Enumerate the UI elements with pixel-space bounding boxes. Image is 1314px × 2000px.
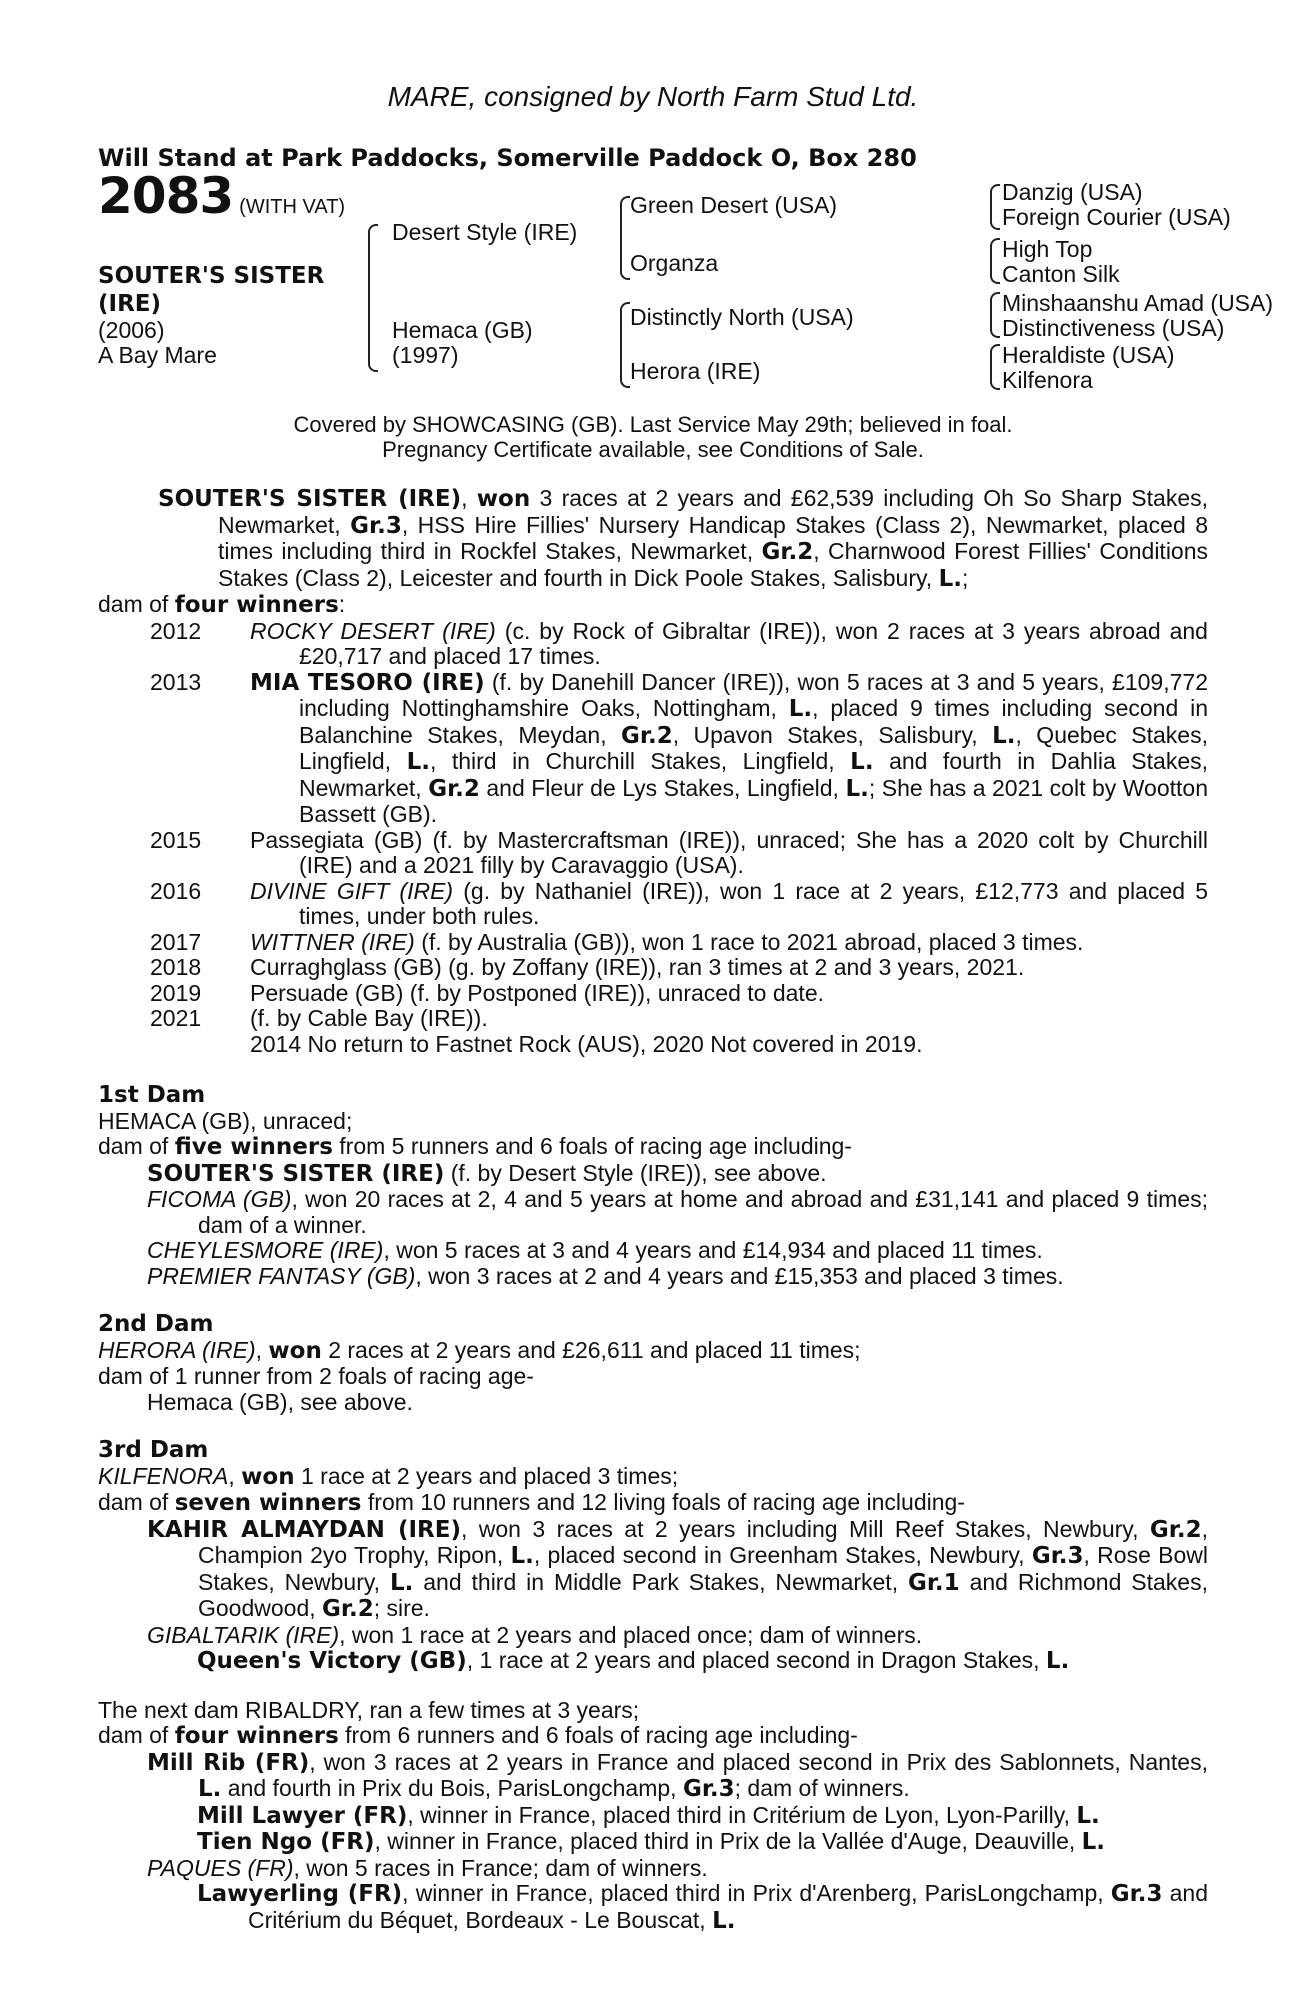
next-dam-produce-line	[98, 1723, 1208, 1750]
next-dam-subentry	[98, 1881, 1208, 1934]
progeny-year: 2012	[150, 617, 202, 644]
progeny-year: 2016	[150, 877, 202, 904]
first-dam-entry	[98, 1264, 1208, 1290]
entry-name: Tien Ngo (FR)	[197, 1829, 375, 1855]
progeny-text: Passegiata (GB) (f. by Mastercraftsman (IRE)), unraced; She has a 2020 colt by Churchill (IRE) and a 2021 filly by Caravaggio (USA).	[250, 826, 1208, 878]
horse-name: SOUTER'S SISTER	[98, 263, 325, 289]
listed-mark: L.	[712, 1907, 736, 1934]
brace-ss	[990, 184, 1000, 230]
lot-number: 2083	[98, 167, 234, 225]
entry-text: , won 1 race at 2 years and placed once; dam of winners.	[339, 1621, 923, 1648]
entry-text: , won 20 races at 2, 4 and 5 years at home and abroad and £31,141 and placed 9 times; dam of a winner.	[198, 1186, 1209, 1238]
dam-name: HERORA (IRE)	[98, 1336, 256, 1363]
progeny-row	[98, 879, 1208, 930]
dam-year: (1997)	[392, 342, 459, 368]
entry-name: PREMIER FANTASY (GB)	[147, 1262, 416, 1289]
progeny-year: 2019	[150, 979, 202, 1006]
progeny-note: 2014 No return to Fastnet Rock (AUS), 2020 Not covered in 2019.	[250, 1030, 923, 1057]
grade-mark: Gr.3	[682, 1776, 735, 1802]
progeny-details: and fourth in Dahlia Stakes, Newmarket,	[299, 748, 1209, 801]
progeny-details: (g. by Nathaniel (IRE)), won 1 race at 2 years, £12,773 and placed 5 times, under both rules.	[299, 877, 1208, 929]
progeny-row	[98, 1006, 1208, 1032]
grade-mark: Gr.2	[621, 722, 673, 749]
intro-text-3: , Charnwood Forest Fillies' Conditions Stakes (Class 2), Leicester and fourth in Dick Poole Stakes, Salisbury,	[218, 538, 1209, 591]
first-dam-entry	[98, 1161, 1208, 1188]
dam-of-line	[98, 592, 1208, 619]
gg-sdd: Canton Silk	[1002, 261, 1120, 287]
catalogue-body	[98, 486, 1208, 1934]
dam-name: Hemaca (GB)	[392, 317, 533, 343]
sire-sire: Green Desert (USA)	[630, 192, 838, 218]
covering-line: Covered by SHOWCASING (GB). Last Service May 29th; believed in foal.	[293, 412, 1013, 437]
gg-dsd: Distinctiveness (USA)	[1002, 315, 1225, 341]
first-dam-heading: 1st Dam	[98, 1082, 206, 1108]
entry-text: , 1 race at 2 years and placed second in Dragon Stakes,	[466, 1647, 1046, 1673]
progeny-details: (f. by Danehill Dancer (IRE)), won 5 races at 3 and 5 years, £109,772 including Nottinghamshire Oaks, Nottingham,	[299, 668, 1208, 721]
entry-name: Mill Rib (FR)	[147, 1749, 310, 1776]
won-label: won	[268, 1337, 322, 1364]
second-dam-produce-line: dam of 1 runner from 2 foals of racing age-	[98, 1363, 534, 1389]
listed-mark: L.	[1045, 1648, 1070, 1674]
second-dam-line: HERORA (IRE), won 2 races at 2 years and £26,611 and placed 11 times;	[98, 1336, 861, 1364]
listed-mark: L.	[1081, 1829, 1106, 1855]
horse-year: (2006)	[98, 317, 165, 343]
entry-text: , winner in France, placed third in Prix d'Arenberg, ParisLongchamp,	[402, 1880, 1111, 1906]
entry-text: , won 5 races at 3 and 4 years and £14,934 and placed 11 times.	[383, 1237, 1043, 1263]
gg-sss: Danzig (USA)	[1002, 179, 1143, 205]
next-dam-entry	[98, 1856, 1208, 1882]
grade-mark: Gr.1	[907, 1569, 960, 1596]
first-dam-entry	[98, 1187, 1208, 1238]
entry-name: KAHIR ALMAYDAN (IRE)	[147, 1516, 461, 1543]
progeny-row	[98, 1032, 1208, 1058]
progeny-text: Curraghglass (GB) (g. by Zoffany (IRE)), ran 3 times at 2 and 3 years, 2021.	[250, 954, 1025, 980]
progeny-year: 2021	[150, 1005, 202, 1031]
third-dam-entry	[98, 1623, 1208, 1649]
progeny-year: 2018	[150, 954, 202, 980]
colon: :	[338, 591, 346, 617]
entry-text: , Rose Bowl Stakes, Newbury,	[198, 1542, 1208, 1595]
entry-text: and fourth in Prix du Bois, ParisLongchamp,	[221, 1775, 683, 1801]
progeny-row	[98, 828, 1208, 879]
progeny-name: DIVINE GIFT (IRE)	[250, 877, 454, 904]
produce-summary: from 5 runners and 6 foals of racing age including-	[332, 1133, 852, 1159]
progeny-row	[98, 930, 1208, 956]
progeny-row	[98, 670, 1208, 828]
gg-ssd: Foreign Courier (USA)	[1002, 204, 1231, 230]
entry-text: ; sire.	[373, 1595, 430, 1621]
third-dam-line: KILFENORA, won 1 race at 2 years and placed 3 times;	[98, 1462, 679, 1490]
first-dam-produce-line	[98, 1134, 1208, 1161]
pregnancy-line: Pregnancy Certificate available, see Conditions of Sale.	[382, 437, 924, 462]
progeny-name: ROCKY DESERT (IRE)	[250, 617, 496, 644]
progeny-list	[98, 619, 1208, 1058]
entry-name: FICOMA (GB)	[147, 1186, 292, 1212]
second-dam-entry: Hemaca (GB), see above.	[147, 1388, 413, 1415]
entry-text: ; dam of winners.	[734, 1775, 910, 1801]
brace-sd	[990, 238, 1000, 284]
dam-sire: Distinctly North (USA)	[630, 304, 854, 330]
winners-count: four winners	[174, 1723, 339, 1749]
won-label: won	[476, 486, 531, 512]
entry-text: and Richmond Stakes, Goodwood,	[198, 1568, 1208, 1621]
brace-dd	[990, 344, 1000, 390]
won-label: won	[241, 1463, 295, 1490]
brace-sire	[620, 196, 630, 280]
intro-text-4: ;	[961, 564, 969, 591]
entry-text: and third in Middle Park Stakes, Newmarket,	[413, 1568, 908, 1595]
progeny-row	[98, 981, 1208, 1007]
entry-name: Lawyerling (FR)	[197, 1881, 403, 1907]
horse-description: A Bay Mare	[98, 342, 217, 368]
listed-mark: L.	[1076, 1802, 1100, 1829]
stand-location: Will Stand at Park Paddocks, Somerville Paddock O, Box 280	[98, 144, 917, 172]
listed-mark: L.	[510, 1543, 534, 1569]
grade-mark: Gr.2	[761, 539, 814, 565]
progeny-year: 2015	[150, 826, 202, 853]
progeny-details: (f. by Australia (GB)), won 1 race to 2021 abroad, placed 3 times.	[414, 928, 1084, 955]
grade-mark: Gr.2	[1149, 1516, 1202, 1543]
listed-mark: L.	[992, 722, 1016, 749]
progeny-year	[98, 1032, 250, 1058]
progeny-text	[250, 619, 1208, 670]
progeny-name: WITTNER (IRE)	[250, 928, 415, 955]
dam-record: 2 races at 2 years and £26,611 and placed 11 times;	[321, 1336, 861, 1363]
listed-mark: L.	[845, 775, 869, 802]
progeny-text	[250, 930, 1208, 956]
produce-summary: from 6 runners and 6 foals of racing age including-	[338, 1722, 858, 1748]
entry-text: , Champion 2yo Trophy, Ripon,	[198, 1515, 1208, 1568]
dam-dam: Herora (IRE)	[630, 358, 761, 384]
listed-mark: L.	[198, 1776, 222, 1802]
second-dam-heading: 2nd Dam	[98, 1311, 214, 1337]
grade-mark: Gr.3	[1110, 1881, 1163, 1907]
progeny-details: , third in Churchill Stakes, Lingfield,	[429, 748, 851, 774]
progeny-text: Persuade (GB) (f. by Postponed (IRE)), unraced to date.	[250, 979, 825, 1006]
dam-of-label: dam of	[98, 1722, 175, 1748]
next-dam-subentry	[98, 1803, 1208, 1830]
progeny-details: and Fleur de Lys Stakes, Lingfield,	[479, 774, 846, 801]
intro-horse-name: SOUTER'S SISTER (IRE)	[158, 486, 462, 512]
consignor-title: MARE, consigned by North Farm Stud Ltd.	[387, 81, 919, 112]
dam-record: 1 race at 2 years and placed 3 times;	[294, 1462, 679, 1489]
next-dam-line: The next dam RIBALDRY, ran a few times at 3 years;	[98, 1696, 640, 1723]
progeny-details: , Quebec Stakes, Lingfield,	[299, 721, 1208, 774]
gg-ddd: Kilfenora	[1002, 367, 1093, 393]
covering-info	[98, 412, 1208, 462]
gg-dds: Heraldiste (USA)	[1002, 342, 1175, 368]
progeny-details: , Upavon Stakes, Salisbury,	[672, 721, 993, 748]
progeny-year: 2017	[150, 928, 202, 955]
first-dam-entry	[98, 1238, 1208, 1264]
lot-header	[98, 167, 346, 225]
sire-dam: Organza	[630, 250, 719, 276]
progeny-year: 2013	[150, 668, 202, 695]
entry-name: Mill Lawyer (FR)	[197, 1802, 408, 1829]
entry-text: , won 3 races at 2 years in France and placed second in Prix des Sablonnets, Nantes,	[309, 1748, 1208, 1775]
progeny-row	[98, 619, 1208, 670]
listed-mark: L.	[850, 749, 874, 775]
entry-name: Queen's Victory (GB)	[197, 1648, 467, 1674]
intro-text-1: 3 races at 2 years and £62,539 including Oh So Sharp Stakes, Newmarket,	[218, 485, 1209, 538]
third-dam-produce-line	[98, 1490, 1208, 1517]
first-dam-line: HEMACA (GB), unraced;	[98, 1107, 353, 1134]
brace-ds	[990, 292, 1000, 338]
entry-text: , winner in France, placed third in Critérium de Lyon, Lyon-Parilly,	[407, 1801, 1077, 1828]
listed-mark: L.	[788, 696, 813, 722]
progeny-details: , placed 9 times including second in Balanchine Stakes, Meydan,	[299, 695, 1208, 748]
progeny-name: MIA TESORO (IRE)	[250, 669, 485, 696]
entry-name: CHEYLESMORE (IRE)	[147, 1237, 384, 1263]
next-dam-subentry	[98, 1829, 1208, 1856]
grade-mark: Gr.3	[1031, 1543, 1084, 1569]
listed-mark: L.	[938, 565, 962, 592]
entry-text: , winner in France, placed third in Prix de la Vallée d'Auge, Deauville,	[374, 1828, 1082, 1854]
horse-identity	[98, 262, 358, 368]
sire-name: Desert Style (IRE)	[392, 219, 578, 245]
third-dam-entry	[98, 1517, 1208, 1623]
dam-of-label: dam of	[98, 1133, 175, 1159]
gg-sds: High Top	[1002, 236, 1093, 262]
entry-text: , won 3 races at 2 years including Mill Reef Stakes, Newbury,	[460, 1515, 1150, 1542]
progeny-text	[250, 670, 1208, 828]
horse-name-country: (IRE)	[98, 291, 162, 317]
dam-of-label: dam of	[98, 1489, 175, 1515]
gg-dss: Minshaanshu Amad (USA)	[1002, 290, 1274, 316]
progeny-row	[98, 955, 1208, 981]
progeny-details: ; She has a 2021 colt by Wootton Bassett (GB).	[299, 774, 1208, 827]
dam-of-label: dam of	[98, 591, 175, 617]
progeny-details: (c. by Rock of Gibraltar (IRE)), won 2 races at 3 years abroad and £20,717 and placed 17 times.	[299, 617, 1208, 669]
next-dam-entry	[98, 1750, 1208, 1803]
intro-text-2: , HSS Hire Fillies' Nursery Handicap Stakes (Class 2), Newmarket, placed 8 times including third in Rockfel Stakes, Newmarket,	[218, 511, 1208, 564]
entry-text: , won 5 races in France; dam of winners.	[293, 1854, 708, 1881]
grade-mark: Gr.3	[350, 512, 402, 539]
entry-text: , won 3 races at 2 and 4 years and £15,353 and placed 3 times.	[415, 1262, 1064, 1289]
listed-mark: L.	[389, 1569, 414, 1596]
brace-horse	[368, 224, 378, 372]
listed-mark: L.	[406, 749, 430, 775]
winners-count: seven winners	[174, 1490, 362, 1516]
entry-text: and Critérium du Béquet, Bordeaux - Le Bouscat,	[248, 1880, 1208, 1933]
winners-count: five winners	[174, 1134, 333, 1160]
third-dam-subentry	[98, 1648, 1208, 1675]
progeny-text: (f. by Cable Bay (IRE)).	[250, 1005, 488, 1031]
entry-name: SOUTER'S SISTER (IRE)	[147, 1160, 445, 1187]
entry-name: GIBALTARIK (IRE)	[147, 1621, 340, 1648]
vat-label: (WITH VAT)	[239, 196, 346, 218]
brace-dam	[620, 302, 630, 388]
produce-summary: from 10 runners and 12 living foals of racing age including-	[361, 1489, 965, 1515]
entry-text: , placed second in Greenham Stakes, Newbury,	[533, 1542, 1032, 1568]
dam-intro: SOUTER'S SISTER (IRE), won 3 races at 2 years and £62,539 including Oh So Sharp Stakes, Newmarket, Gr.3, HSS Hire Fillies' Nursery Handicap Stakes (Class 2), Newmarket, placed 8 times including third in Rockfel Stakes, Newmarket, Gr.2, Charnwood Forest Fillies' Conditions Stakes (Class 2), Leicester and fourth in Dick Poole Stakes, Salisbury, L.;	[158, 485, 1209, 592]
progeny-text	[250, 879, 1208, 930]
entry-text: (f. by Desert Style (IRE)), see above.	[444, 1159, 827, 1186]
third-dam-heading: 3rd Dam	[98, 1437, 209, 1463]
entry-name: PAQUES (FR)	[147, 1854, 294, 1881]
winners-count: four winners	[174, 592, 339, 618]
grade-mark: Gr.2	[428, 775, 480, 802]
grade-mark: Gr.2	[322, 1596, 374, 1622]
dam-name: KILFENORA	[98, 1462, 229, 1489]
